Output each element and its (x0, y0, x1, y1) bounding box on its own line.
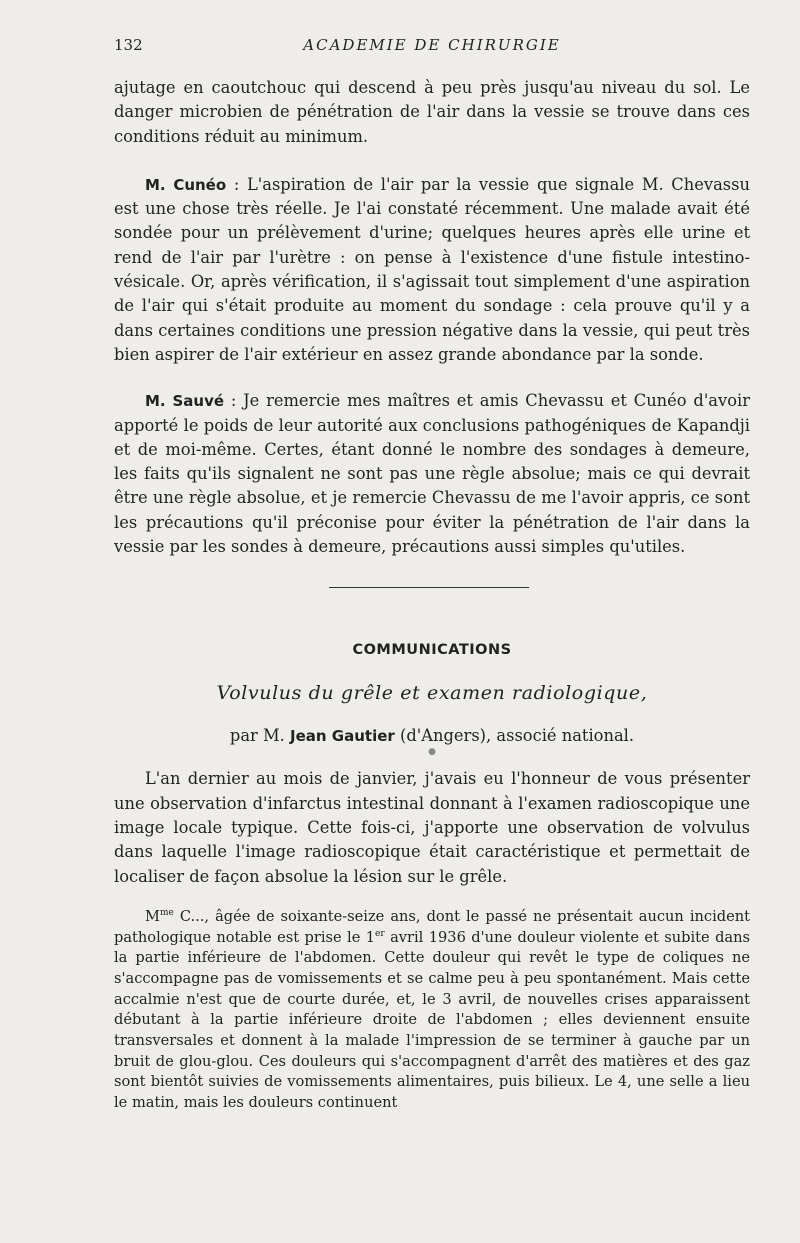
section-divider (329, 587, 529, 588)
page-header (114, 36, 750, 62)
article-title: Volvulus du grêle et examen radiologique, (216, 682, 648, 705)
case-text-a: C..., âgée de soixante-seize ans, dont le passé ne présentait aucun incident pathologique notable est prise le 1 (114, 907, 750, 946)
author-name: Jean Gautier (290, 727, 395, 746)
byline-suffix: (d'Angers), associé national. (394, 726, 635, 746)
case-date-sup: er (375, 928, 385, 939)
speaker-sauve: M. Sauvé (145, 392, 225, 411)
paragraph-cuneo-text: : L'aspiration de l'air par la vessie que signale M. Chevassu est une chose très réelle. Je l'ai constaté récemment. Une malade avait été sondée pour un prélèvement d'urine; quelques heures après elle urine et rend de l'air par l'urètre : on pense à l'existence d'une fistule intestino-vésicale. Or, après vérification, il s'agissait tout simplement d'une aspiration de l'air qui s'était produite au moment du sondage : cela prouve qu'il y a dans certaines conditions une pression négative dans la vessie, qui peut très bien aspirer de l'air extérieur en assez grande abondance par la sonde. (114, 174, 750, 364)
paragraph-sauve (114, 389, 750, 559)
speaker-cuneo: M. Cunéo (145, 175, 227, 194)
case-text-b: avril 1936 d'une douleur violente et subite dans la partie inférieure de l'abdomen. Cette douleur qui revêt le type de coliques ne s'accompagne pas de vomissements et se calme peu à peu spontanément. Mais cette accalmie n'est que de courte durée, et, le 3 avril, de nouvelles crises apparaissent débutant à la partie inférieure droite de l'abdomen ; elles deviennent ensuite transversales et donnent à la malade l'impression de se terminer à gauche par un bruit de glou-glou. Ces douleurs qui s'accompagnent d'arrêt des matières et des gaz sont bientôt suivies de vomissements alimentaires, puis bilieux. Le 4, une selle a lieu le matin, mais les douleurs continuent (114, 928, 750, 1112)
paragraph-cuneo (114, 173, 750, 367)
byline-prefix: par M. (229, 726, 291, 746)
byline (114, 726, 750, 745)
paragraph-intro: L'an dernier au mois de janvier, j'avais eu l'honneur de vous présenter une observation d'infarctus intestinal donnant à l'examen radioscopique une image locale typique. Cette fois-ci, j'apporte une observation de volvulus dans laquelle l'image radioscopique était caractéristique et permettait de localiser de façon absolue la lésion sur le grêle. (114, 769, 750, 886)
running-title: ACADEMIE DE CHIRURGIE (303, 36, 561, 54)
section-heading: COMMUNICATIONS (352, 642, 512, 659)
page-number: 132 (114, 36, 143, 54)
case-title-sup: me (159, 907, 174, 918)
paragraph-continuation: ajutage en caoutchouc qui descend à peu près jusqu'au niveau du sol. Le danger microbien de pénétration de l'air dans la vessie se trouve dans ces conditions réduit au minimum. (114, 78, 750, 146)
case-title-prefix: M (145, 907, 160, 925)
case-report (114, 907, 750, 1114)
ornament-dot-icon: ● (428, 747, 436, 758)
paragraph-sauve-text: : Je remercie mes maîtres et amis Chevassu et Cunéo d'avoir apporté le poids de leur autorité aux conclusions pathogéniques de Kapandji et de moi-même. Certes, étant donné le nombre des sondages à demeure, les faits qu'ils signalent ne sont pas une règle absolue; mais ce qui devrait être une règle absolue, et je remercie Chevassu de me l'avoir appris, ce sont les précautions qu'il préconise pour éviter la pénétration de l'air dans la vessie par les sondes à demeure, précautions aussi simples qu'utiles. (114, 391, 750, 557)
